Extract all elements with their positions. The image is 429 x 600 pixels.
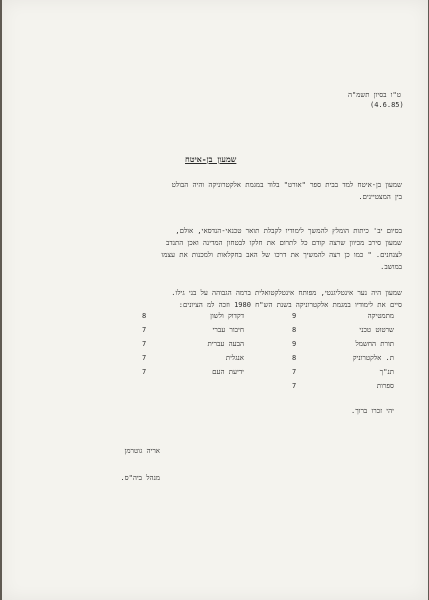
grade-subject: ידיעת העם [212, 368, 244, 376]
grade-subject: תורת החשמל [355, 340, 394, 348]
grade-value: 9 [292, 312, 297, 320]
grade-subject: שרטוט טכני [359, 326, 394, 334]
grade-value: 8 [292, 326, 297, 334]
grade-value: 7 [142, 368, 147, 376]
grade-value: 7 [142, 326, 147, 334]
grade-value: 9 [292, 340, 297, 348]
paragraph3-line2: סיים את לימודיו במגמת אלקטרוניקה בשנת הש"ח 1980 וזכה למ הציונים: [178, 301, 402, 309]
paragraph2-line1: בסיום יב' כיתות הומלץ להמשך לימודיו לקבלת תואר טכנאי-הנדסאי, אולם, [175, 227, 402, 235]
grade-value: 8 [292, 354, 297, 362]
gregorian-date: (4.6.85) [370, 101, 404, 109]
paragraph3-line1: שמעון היה נער אינטליגנטי, מפותח אינטלקטואלית ברמה הגבוהה על בני גילו. [171, 289, 402, 297]
paragraph1-line1: שמעון בן-איטח למד בבית ספר "אורט" בלוד במגמת אלקטרוניקה והיה הבולט [171, 181, 402, 189]
hebrew-date: ט"ו בסיון תשמ"ה [347, 91, 401, 99]
grade-subject: אנגלית [225, 354, 244, 362]
letter-title: שמעון בן-איטח [185, 155, 237, 164]
grade-value: 7 [292, 368, 297, 376]
grade-subject: מתמטיקה [367, 312, 394, 320]
paragraph2-line3: לצנחנים. " כמו כן רצה להמשיך את דרכו של האב בחקלאות ולמכנות את עצמו [161, 251, 402, 259]
grade-subject: הבעה עברית [207, 340, 244, 348]
grade-value: 7 [142, 340, 147, 348]
grade-value: 7 [142, 354, 147, 362]
grade-subject: ספרות [376, 382, 394, 390]
grade-subject: תנ"ך [379, 368, 394, 376]
paragraph2-line4: במושב. [380, 263, 402, 271]
paragraph1-line2: בין המצטיינים. [358, 193, 402, 201]
blessing-line: יהי זכרו ברוך. [351, 407, 394, 415]
grade-subject: ת. אלקטרוניק [352, 354, 394, 362]
signatory-role: מנהל ביה"ס. [120, 474, 160, 482]
grade-subject: דקדוק ולשון [210, 312, 244, 320]
grade-value: 8 [142, 312, 147, 320]
grade-subject: חיבור עברי [212, 326, 244, 334]
signatory-name: אריה גוטרמן [124, 447, 160, 455]
grade-value: 7 [292, 382, 297, 390]
paragraph2-line2: שמעון סירב מכיוון שרצה קודם כל לתרום את חלקו לבטחון המדינה ואכן התנדב [165, 239, 402, 247]
letter-page [2, 0, 428, 600]
